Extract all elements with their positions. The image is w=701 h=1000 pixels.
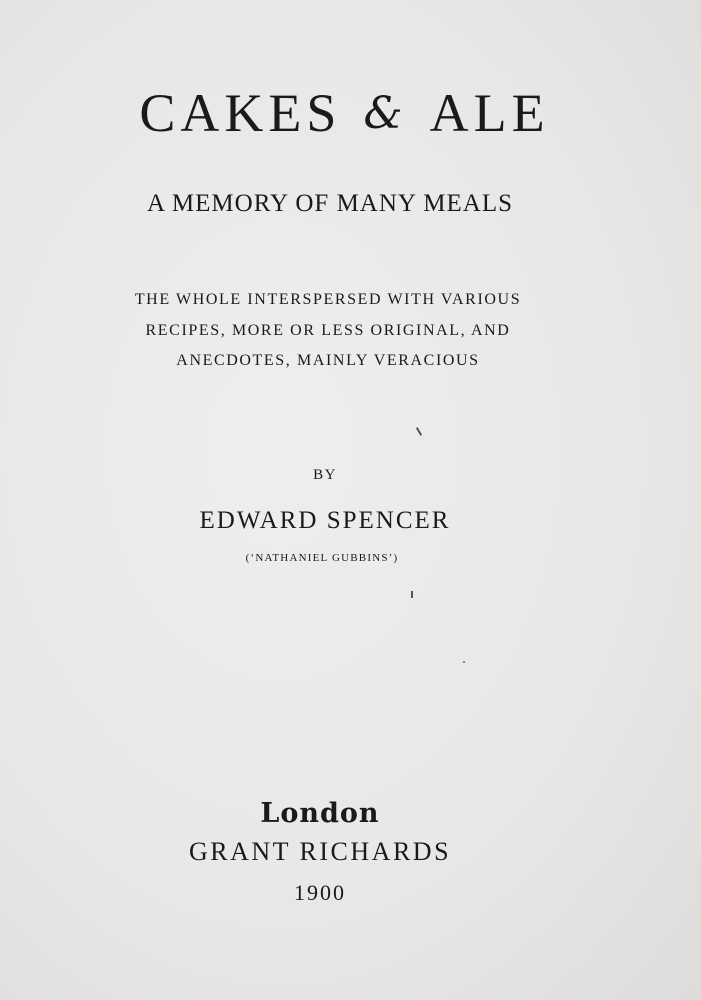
book-subtitle: A MEMORY OF MANY MEALS [146,190,514,217]
author-pseudonym: (‘NATHANIEL GUBBINS’) [245,552,399,564]
publisher-name: GRANT RICHARDS [188,837,452,866]
description-line: RECIPES, MORE OR LESS ORIGINAL, AND [145,322,511,339]
publication-place: London [260,798,380,829]
paper-speck [411,591,413,598]
publication-year: 1900 [294,880,346,905]
description-line: ANECDOTES, MAINLY VERACIOUS [176,352,480,369]
by-label: BY [313,467,337,483]
book-title [8,82,681,144]
title-word-cakes: CAKES [139,83,342,143]
author-name: EDWARD SPENCER [199,507,451,534]
paper-speck [463,661,465,663]
title-word-ale: ALE [429,83,550,143]
title-ampersand: & [363,88,408,139]
paper-speck [416,427,422,436]
description-line: THE WHOLE INTERSPERSED WITH VARIOUS [134,291,522,308]
